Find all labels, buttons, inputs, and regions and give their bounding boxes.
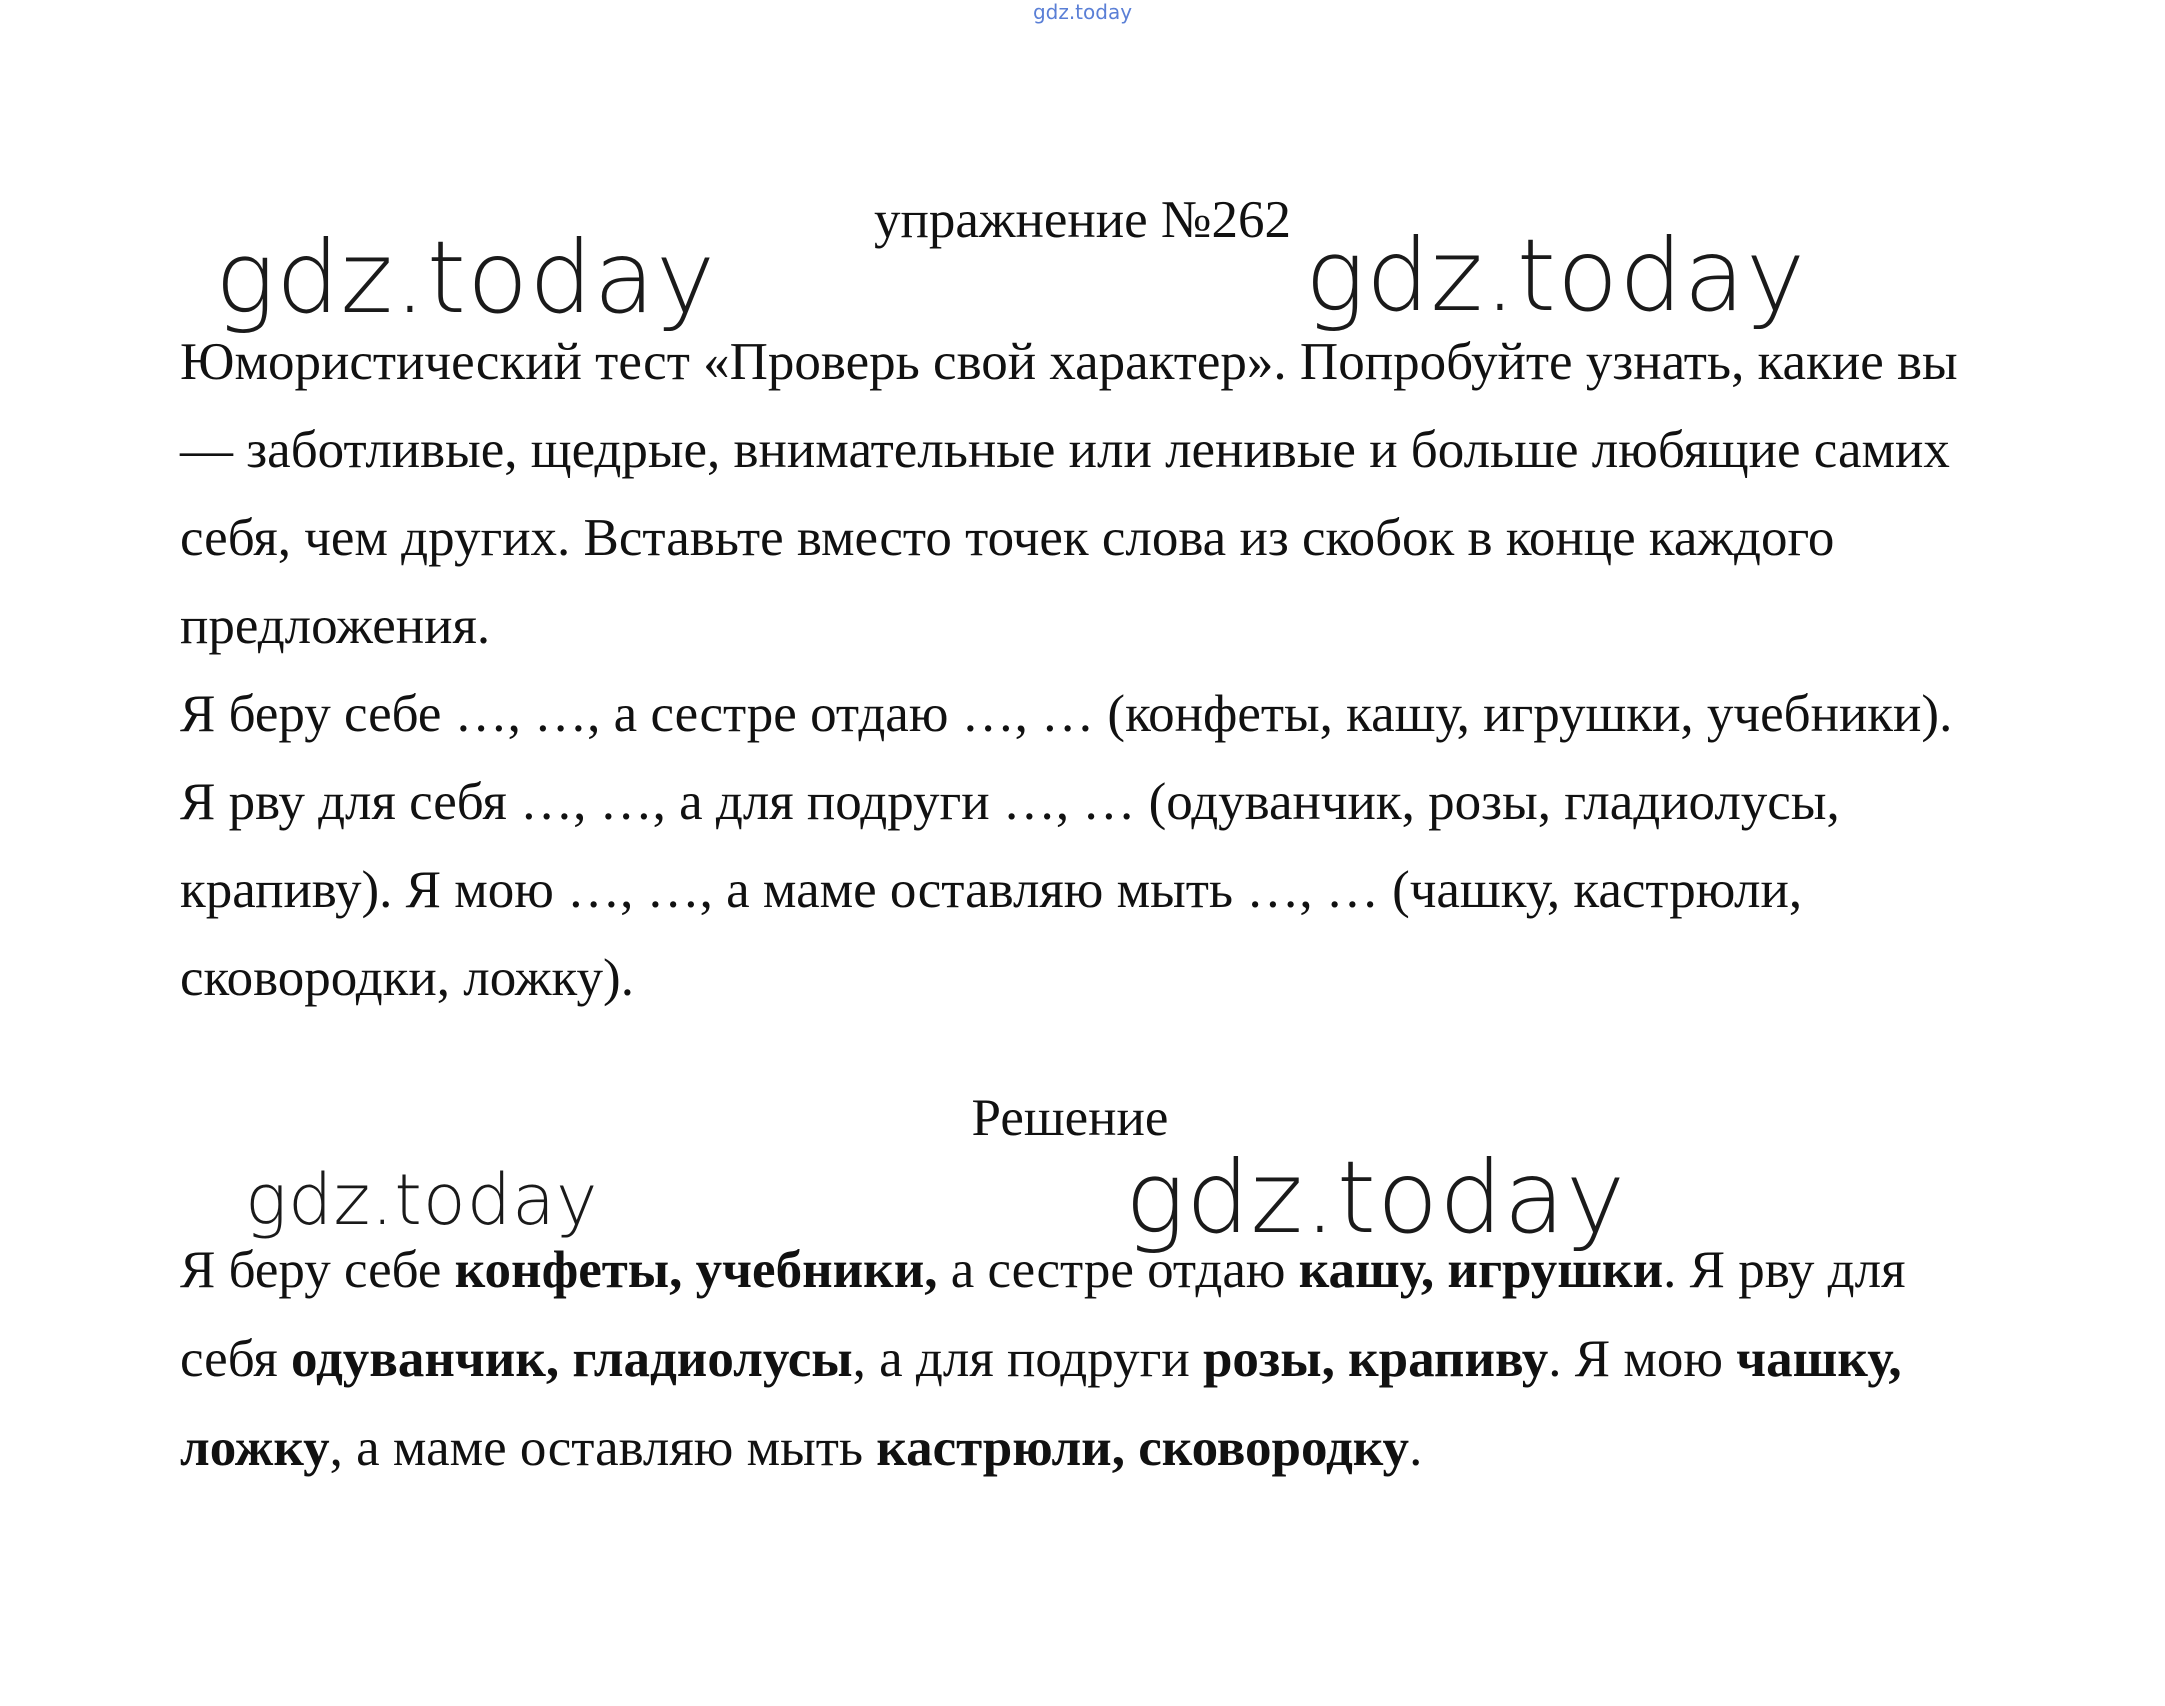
watermark: gdz.today [1125, 1139, 1627, 1256]
answer-inserted-words: конфеты, учебники, [454, 1241, 938, 1299]
answer-text: а сестре отдаю [937, 1241, 1299, 1299]
answer-inserted-words: чашку, ложку [180, 1330, 1902, 1477]
site-mark: gdz.today [1032, 0, 1133, 24]
answer-text: . Я рву для себя [180, 1241, 1906, 1388]
answer-text: , а для подруги [852, 1330, 1203, 1388]
task-text [180, 318, 1990, 1022]
solution-text [180, 1226, 1990, 1493]
solution-paragraph [180, 1226, 1990, 1493]
task-exercise: Я беру себе …, …, а сестре отдаю …, … (конфеты, кашу, игрушки, учебники). Я рву для себя …, …, а для подруги …, … (одуванчик, розы, гладиолусы, крапиву). Я мою …, …, а маме оставляю мыть …, … (чашку, кастрюли, сковородки, ложку). [180, 685, 1953, 1007]
watermark: gdz.today [245, 1159, 599, 1241]
watermark: gdz.today [215, 219, 717, 336]
answer-inserted-words: одуванчик, гладиолусы [290, 1330, 853, 1388]
task-intro: Юмористический тест «Проверь свой характер». Попробуйте узнать, какие вы — заботливые, щедрые, внимательные или ленивые и больше любящие самих себя, чем других. Вставьте вместо точек слова из скобок в конце каждого предложения. [180, 333, 1958, 655]
answer-inserted-words: кастрюли, сковородку [876, 1419, 1410, 1477]
answer-text: . [1409, 1419, 1423, 1477]
watermark: gdz.today [1305, 217, 1807, 334]
answer-text: Я беру себе [180, 1241, 455, 1299]
answer-inserted-words: розы, крапиву [1202, 1330, 1549, 1388]
exercise-title: упражнение №262 [874, 191, 1291, 249]
answer-text: . Я мою [1548, 1330, 1737, 1388]
solution-title: Решение [971, 1089, 1169, 1147]
answer-text: , а маме оставляю мыть [329, 1419, 877, 1477]
answer-inserted-words: кашу, игрушки [1298, 1241, 1664, 1299]
